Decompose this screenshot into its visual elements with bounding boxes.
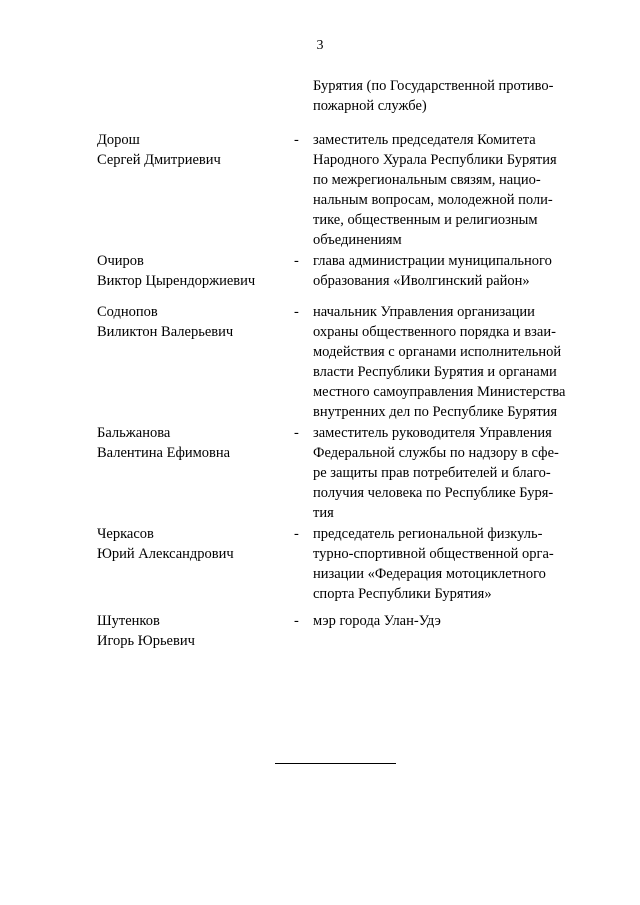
page-number: 3 — [316, 38, 324, 53]
member-name: Очиров Виктор Цырендоржиевич — [97, 253, 256, 289]
member-name: Соднопов Виликтон Валерьевич — [97, 304, 234, 340]
separator-dash: - — [294, 526, 299, 542]
separator-dash: - — [294, 132, 299, 148]
member-name: Бальжанова Валентина Ефимовна — [97, 425, 231, 461]
separator-dash: - — [294, 425, 299, 441]
member-position: мэр города Улан-Удэ — [313, 613, 441, 629]
separator-dash: - — [294, 253, 299, 269]
member-name: Черкасов Юрий Александрович — [97, 526, 234, 562]
continued-description: Бурятия (по Государственной противо- пожарной службе) — [313, 78, 554, 114]
separator-dash: - — [294, 613, 299, 629]
member-position: глава администрации муниципального образования «Иволгинский район» — [313, 253, 552, 289]
member-position: председатель региональной физкуль- турно-спортивной общественной орга- низации «Федерация мотоциклетного спорта Республики Бурятия» — [313, 526, 554, 602]
member-position: заместитель председателя Комитета Народного Хурала Республики Бурятия по межрегиональным связям, нацио- нальным вопросам, молодежной поли- тике, общественным и религиозным объединениям — [313, 132, 557, 248]
member-position: начальник Управления организации охраны общественного порядка и взаи- модействия с органами исполнительной власти Республики Бурятия и органами местного самоуправления Министерства внутренних дел по Республике Бурятия — [313, 304, 566, 420]
member-name: Шутенков Игорь Юрьевич — [97, 613, 195, 649]
member-position: заместитель руководителя Управления Федеральной службы по надзору в сфе- ре защиты прав потребителей и благо- получия человека по Республике Буря- тия — [313, 425, 559, 521]
closing-rule — [275, 763, 396, 764]
separator-dash: - — [294, 304, 299, 320]
member-name: Дорош Сергей Дмитриевич — [97, 132, 221, 168]
